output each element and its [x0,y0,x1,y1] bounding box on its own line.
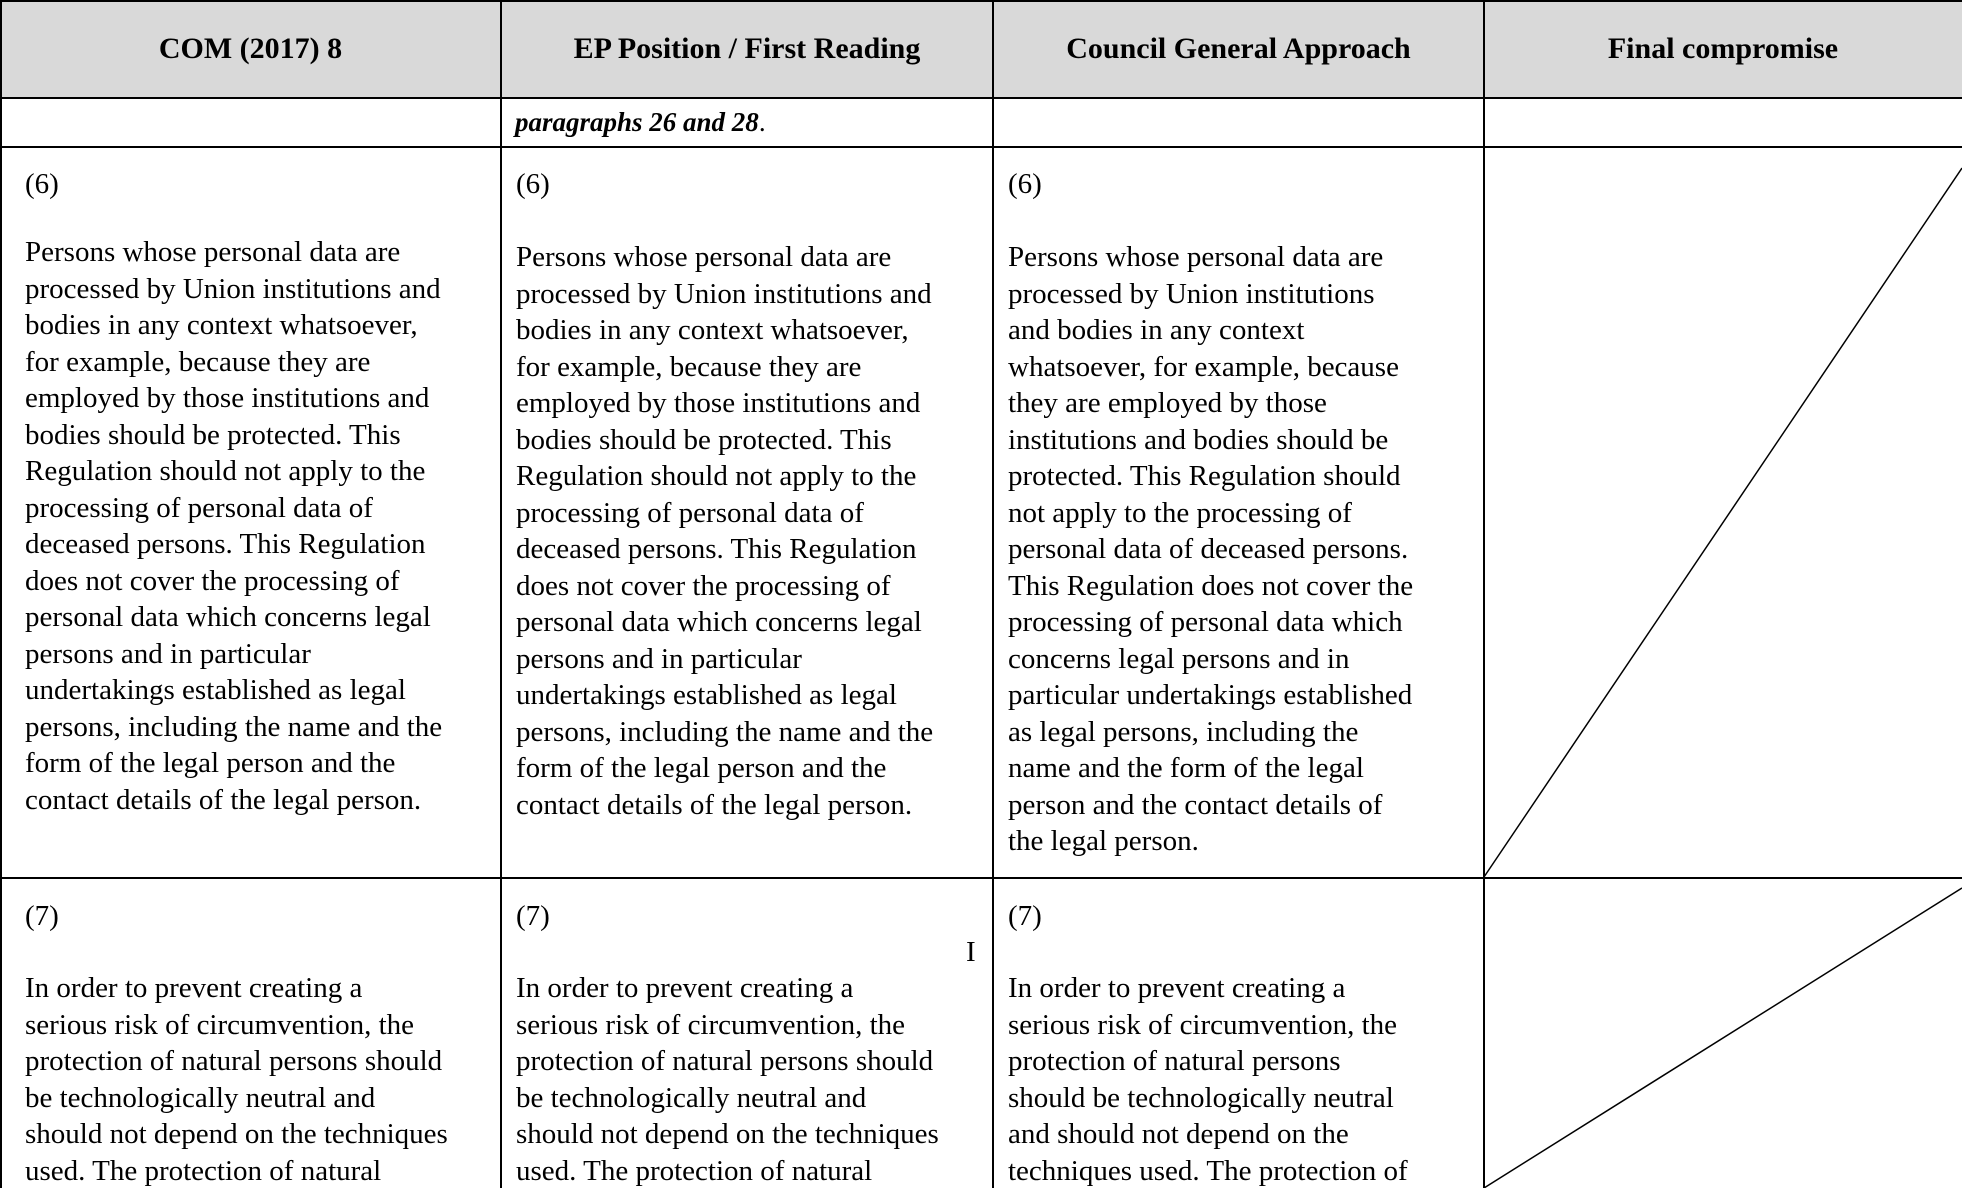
table-border-left [0,0,2,1188]
text-line: and bodies in any context [1008,312,1413,349]
text-line: should be technologically neutral [1008,1080,1408,1117]
continuation-text: paragraphs 26 and 28 [515,107,759,137]
text-line: protection of natural persons should [25,1043,448,1080]
column-divider [1483,0,1485,1188]
continuation-reference [515,104,766,140]
text-line: does not cover the processing of [516,568,933,605]
text-line: Persons whose personal data are [1008,239,1413,276]
column-divider [500,0,502,1188]
text-line: employed by those institutions and [25,380,442,417]
text-line: persons and in particular [25,636,442,673]
text-line: for example, because they are [516,349,933,386]
empty-cell-diagonal [1484,168,1962,877]
text-line: This Regulation does not cover the [1008,568,1413,605]
text-line: Persons whose personal data are [516,239,933,276]
text-line: processed by Union institutions [1008,276,1413,313]
text-line: Regulation should not apply to the [25,453,442,490]
text-line: for example, because they are [25,344,442,381]
text-line: the legal person. [1008,823,1413,860]
header-com-proposal: COM (2017) 8 [0,0,501,98]
text-line: not apply to the processing of [1008,495,1413,532]
recital-number: (7) [1008,898,1042,934]
text-cursor-icon: I [966,934,976,970]
recital-text-com [25,970,448,1189]
text-line: bodies should be protected. This [516,422,933,459]
text-line: processed by Union institutions and [25,271,442,308]
text-line: personal data of deceased persons. [1008,531,1413,568]
recital-text-ep [516,970,939,1189]
column-divider [992,0,994,1188]
text-line: processing of personal data which [1008,604,1413,641]
text-line: should not depend on the techniques [25,1116,448,1153]
text-line: protection of natural persons should [516,1043,939,1080]
text-line: form of the legal person and the [25,745,442,782]
text-line: name and the form of the legal [1008,750,1413,787]
text-line: institutions and bodies should be [1008,422,1413,459]
table-border-top [0,0,1962,2]
text-line: processed by Union institutions and [516,276,933,313]
text-line: Regulation should not apply to the [516,458,933,495]
text-line: particular undertakings established [1008,677,1413,714]
text-line: bodies should be protected. This [25,417,442,454]
text-line: protection of natural persons [1008,1043,1408,1080]
text-line: form of the legal person and the [516,750,933,787]
text-line: they are employed by those [1008,385,1413,422]
text-line: used. The protection of natural [25,1153,448,1189]
text-line: serious risk of circumvention, the [516,1007,939,1044]
text-line: employed by those institutions and [516,385,933,422]
text-line: persons, including the name and the [516,714,933,751]
continuation-period: . [759,107,766,137]
text-line: bodies in any context whatsoever, [516,312,933,349]
row-divider [0,877,1962,879]
text-line: and should not depend on the [1008,1116,1408,1153]
text-line: protected. This Regulation should [1008,458,1413,495]
text-line: person and the contact details of [1008,787,1413,824]
recital-text-council [1008,239,1413,860]
recital-text-com [25,234,442,818]
recital-number: (7) [516,898,550,934]
text-line: processing of personal data of [25,490,442,527]
text-line: should not depend on the techniques [516,1116,939,1153]
text-line: techniques used. The protection of [1008,1153,1408,1189]
text-line: persons, including the name and the [25,709,442,746]
text-line: does not cover the processing of [25,563,442,600]
text-line: concerns legal persons and in [1008,641,1413,678]
text-line: used. The protection of natural [516,1153,939,1189]
text-line: serious risk of circumvention, the [25,1007,448,1044]
text-line: In order to prevent creating a [25,970,448,1007]
text-line: undertakings established as legal [516,677,933,714]
header-ep-position: EP Position / First Reading [501,0,993,98]
text-line: be technologically neutral and [25,1080,448,1117]
text-line: processing of personal data of [516,495,933,532]
header-divider [0,97,1962,99]
text-line: persons and in particular [516,641,933,678]
text-line: deceased persons. This Regulation [25,526,442,563]
header-final-compromise: Final compromise [1484,0,1962,98]
text-line: contact details of the legal person. [25,782,442,819]
text-line: personal data which concerns legal [516,604,933,641]
empty-cell-diagonal [1484,888,1962,1188]
recital-text-council [1008,970,1408,1189]
recital-number: (6) [25,166,59,202]
row-divider [0,146,1962,148]
text-line: contact details of the legal person. [516,787,933,824]
text-line: whatsoever, for example, because [1008,349,1413,386]
text-line: In order to prevent creating a [1008,970,1408,1007]
text-line: In order to prevent creating a [516,970,939,1007]
recital-number: (6) [516,166,550,202]
text-line: deceased persons. This Regulation [516,531,933,568]
text-line: serious risk of circumvention, the [1008,1007,1408,1044]
text-line: bodies in any context whatsoever, [25,307,442,344]
recital-text-ep [516,239,933,823]
recital-number: (6) [1008,166,1042,202]
recital-number: (7) [25,898,59,934]
text-line: personal data which concerns legal [25,599,442,636]
text-line: undertakings established as legal [25,672,442,709]
header-council-approach: Council General Approach [993,0,1484,98]
text-line: be technologically neutral and [516,1080,939,1117]
text-line: as legal persons, including the [1008,714,1413,751]
text-line: Persons whose personal data are [25,234,442,271]
